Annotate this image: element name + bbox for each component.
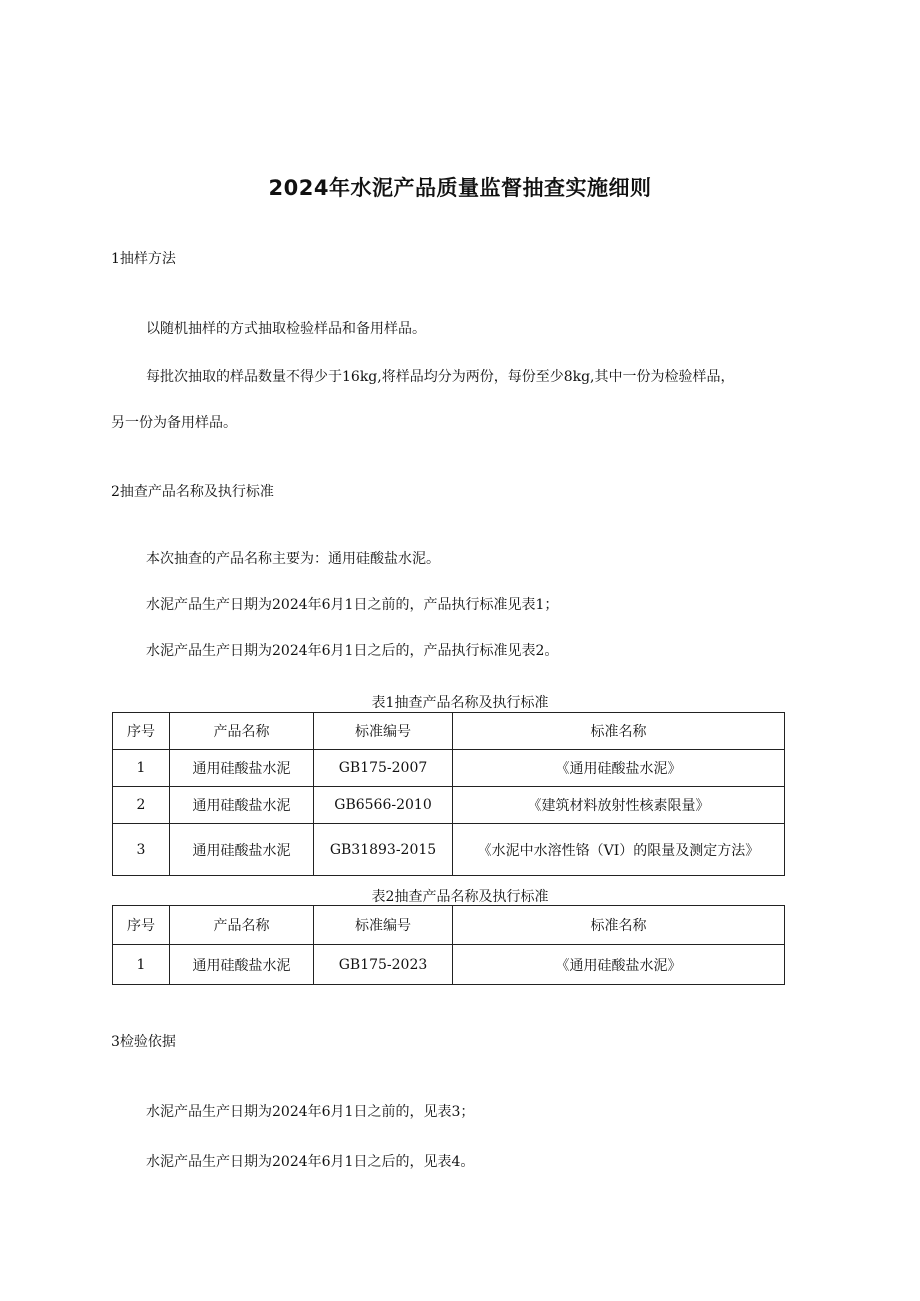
table1-header-cell: 序号 [113,713,170,750]
section2-paragraph-2: 水泥产品生产日期为2024年6月1日之前的，产品执行标准见表1； [146,597,559,613]
table-cell: 通用硅酸盐水泥 [170,945,314,985]
table-row [113,945,785,985]
table-cell: GB6566-2010 [314,787,453,824]
section3-heading: 3检验依据 [111,1034,176,1050]
table-cell: 《水泥中水溶性铬（VI）的限量及测定方法》 [453,824,785,876]
section2-paragraph-1: 本次抽查的产品名称主要为：通用硅酸盐水泥。 [146,551,440,567]
table-cell: 3 [113,824,170,876]
table-cell: GB31893-2015 [314,824,453,876]
table-row [113,750,785,787]
table-cell: 通用硅酸盐水泥 [170,787,314,824]
table-cell: 《建筑材料放射性核素限量》 [453,787,785,824]
table-cell: 1 [113,945,170,985]
table2-header-cell: 产品名称 [170,906,314,945]
table-row [113,824,785,876]
table2-header-cell: 序号 [113,906,170,945]
table2-header-cell: 标准编号 [314,906,453,945]
table-cell: 2 [113,787,170,824]
table-cell: GB175-2007 [314,750,453,787]
table2-caption: 表2抽查产品名称及执行标准 [371,889,549,905]
table-cell: 1 [113,750,170,787]
table1-header-cell: 产品名称 [170,713,314,750]
section3-paragraph-2: 水泥产品生产日期为2024年6月1日之后的，见表4。 [146,1154,475,1170]
table2-header-cell: 标准名称 [453,906,785,945]
table-cell: 通用硅酸盐水泥 [170,750,314,787]
section1-paragraph-2: 每批次抽取的样品数量不得少于16kg,将样品均分为两份，每份至少8kg,其中一份为检验样品， [146,369,735,385]
table1-header-cell: 标准名称 [453,713,785,750]
section2-heading: 2抽查产品名称及执行标准 [111,484,274,500]
table-cell: 通用硅酸盐水泥 [170,824,314,876]
section2-paragraph-3: 水泥产品生产日期为2024年6月1日之后的，产品执行标准见表2。 [146,643,559,659]
section1-paragraph-1: 以随机抽样的方式抽取检验样品和备用样品。 [146,321,426,337]
table2-header-row [113,906,785,945]
document-title: 2024年水泥产品质量监督抽查实施细则 [268,176,652,200]
section1-heading: 1抽样方法 [111,251,176,267]
table1-header-row [113,713,785,750]
table1 [112,712,785,876]
table-cell: GB175-2023 [314,945,453,985]
table1-caption: 表1抽查产品名称及执行标准 [371,695,549,711]
section3-paragraph-1: 水泥产品生产日期为2024年6月1日之前的，见表3； [146,1104,475,1120]
table-row [113,787,785,824]
table1-header-cell: 标准编号 [314,713,453,750]
section1-paragraph-2-continued: 另一份为备用样品。 [111,415,237,431]
table2 [112,905,785,985]
table-cell: 《通用硅酸盐水泥》 [453,945,785,985]
table-cell: 《通用硅酸盐水泥》 [453,750,785,787]
